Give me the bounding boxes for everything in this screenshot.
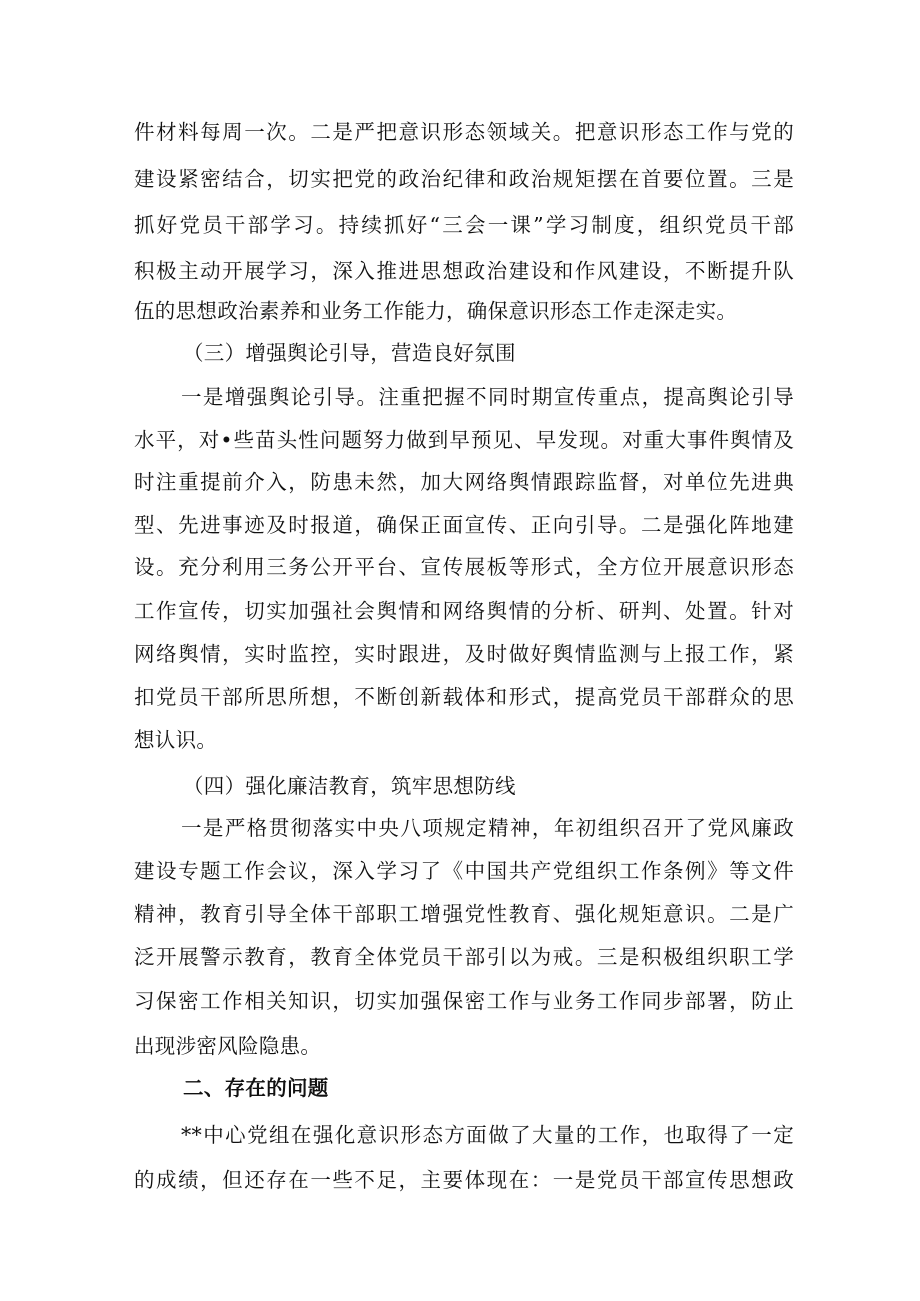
body-text-line: 精神，教育引导全体干部职工增强党性教育、强化规矩意识。二是广: [134, 902, 794, 926]
body-text-line: 件材料每周一次。二是严把意识形态领域关。把意识形态工作与党的: [134, 120, 794, 144]
section-heading: 二、存在的问题: [183, 1076, 329, 1100]
subheading: （四）强化廉洁教育，筑牢思想防线: [183, 774, 516, 798]
body-text-line: 一是增强舆论引导。注重把握不同时期宣传重点，提高舆论引导: [181, 385, 794, 409]
body-text-line: 一是严格贯彻落实中央八项规定精神，年初组织召开了党风廉政: [181, 816, 794, 840]
body-text-line: 水平，对•些苗头性问题努力做到早预见、早发现。对重大事件舆情及: [134, 428, 794, 452]
body-text-line: 设。充分利用三务公开平台、宣传展板等形式，全方位开展意识形态: [134, 555, 794, 579]
body-text-line: 型、先进事迹及时报道，确保正面宣传、正向引导。二是强化阵地建: [134, 513, 794, 537]
body-text-line: 建设紧密结合，切实把党的政治纪律和政治规矩摆在首要位置。三是: [134, 167, 794, 191]
body-text-line: 的成绩，但还存在一些不足，主要体现在：一是党员干部宣传思想政: [134, 1168, 794, 1192]
body-text-line: 网络舆情，实时监控，实时跟进，及时做好舆情监测与上报工作，紧: [134, 642, 794, 666]
body-text-line: 积极主动开展学习，深入推进思想政治建设和作风建设，不断提升队: [134, 259, 794, 283]
body-text-line: 想认识。: [134, 728, 218, 752]
body-text-line: 抓好党员干部学习。持续抓好“三会一课”学习制度，组织党员干部: [134, 213, 794, 237]
body-text-line: 习保密工作相关知识，切实加强保密工作与业务工作同步部署，防止: [134, 989, 794, 1013]
body-text-line: 建设专题工作会议，深入学习了《中国共产党组织工作条例》等文件: [134, 859, 794, 883]
body-text-line: 时注重提前介入，防患未然，加大网络舆情跟踪监督，对单位先进典: [134, 470, 794, 494]
body-text-line: **中心党组在强化意识形态方面做了大量的工作，也取得了一定: [181, 1123, 794, 1147]
body-text-line: 工作宣传，切实加强社会舆情和网络舆情的分析、研判、处置。针对: [134, 599, 794, 623]
subheading: （三）增强舆论引导，营造良好氛围: [183, 341, 516, 365]
body-text-line: 伍的思想政治素养和业务工作能力，确保意识形态工作走深走实。: [134, 299, 738, 323]
body-text-line: 泛开展警示教育，教育全体党员干部引以为戒。三是积极组织职工学: [134, 945, 794, 969]
body-text-line: 出现涉密风险隐患。: [134, 1034, 322, 1058]
body-text-line: 扣党员干部所思所想，不断创新载体和形式，提高党员干部群众的思: [134, 685, 794, 709]
